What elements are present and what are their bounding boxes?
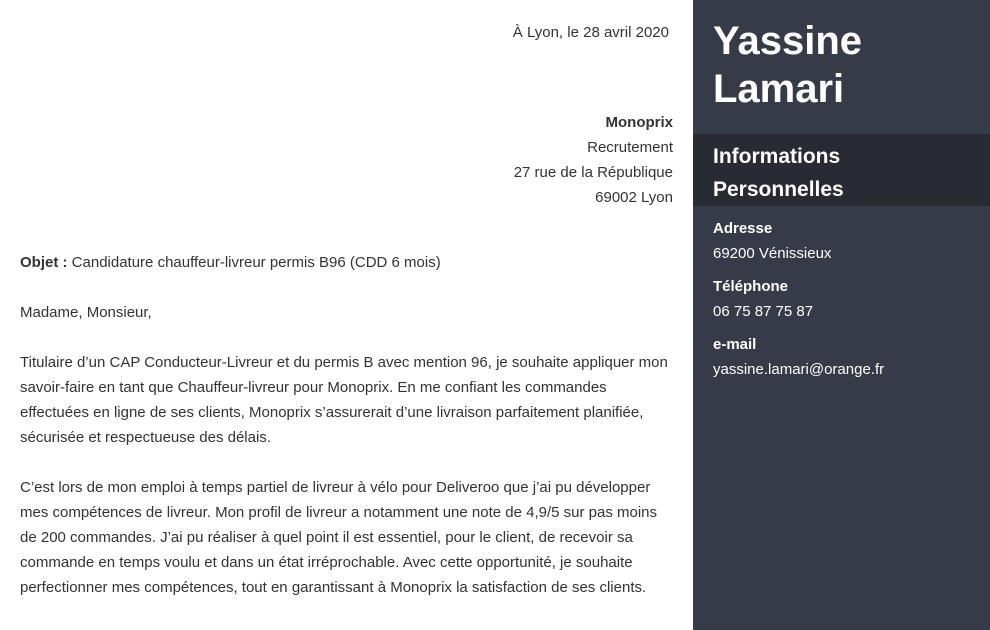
sender-sidebar <box>693 0 990 630</box>
sender-name <box>713 17 862 113</box>
recipient-company: Monoprix <box>605 114 673 131</box>
recipient-street: 27 rue de la République <box>513 164 673 181</box>
letter-date: À Lyon, le 28 avril 2020 <box>512 24 669 41</box>
address-item <box>713 216 884 266</box>
recipient-city: 69002 Lyon <box>595 189 673 206</box>
phone-value: 06 75 87 75 87 <box>713 303 814 320</box>
email-item <box>713 332 884 382</box>
subject-label: Objet : <box>20 254 68 271</box>
sender-last-name: Lamari <box>713 67 845 111</box>
phone-label: Téléphone <box>713 278 789 295</box>
personal-info-list <box>713 216 884 390</box>
address-value: 69200 Vénissieux <box>713 245 832 262</box>
email-value: yassine.lamari@orange.fr <box>713 361 885 378</box>
personal-info-heading-line1: Informations <box>713 145 841 168</box>
subject-text: Candidature chauffeur-livreur permis B96 (CDD 6 mois) <box>71 254 441 271</box>
letter-paragraph-2: C’est lors de mon emploi à temps partiel de livreur à vélo pour Deliveroo que j’ai pu développer mes compétences de livreur. Mon profil de livreur a notamment une note de 4,9/5 sur pas moins de 200 commandes. J’ai pu réaliser à quel point il est essentiel, pour le client, de recevoir sa commande en temps voulu et dans un état irréprochable. Avec cette opportunité, je souhaite perfectionner mes compétences, tout en garantissant à Monoprix la satisfaction de ses clients. <box>20 479 657 596</box>
letter-subject <box>20 250 441 275</box>
letter-greeting: Madame, Monsieur, <box>20 304 152 321</box>
email-label: e-mail <box>713 336 757 353</box>
personal-info-heading-line2: Personnelles <box>713 178 844 201</box>
recipient-block <box>514 110 673 210</box>
personal-info-heading <box>693 134 990 206</box>
recipient-department: Recrutement <box>587 139 673 156</box>
phone-item <box>713 274 884 324</box>
letter-paragraph-1: Titulaire d’un CAP Conducteur-Livreur et du permis B avec mention 96, je souhaite appliquer mon savoir-faire en tant que Chauffeur-livreur pour Monoprix. En me confiant les commandes effectuées en ligne de ses clients, Monoprix s’assurerait d’une livraison parfaitement planifiée, sécurisée et respectueuse des délais. <box>20 354 668 446</box>
address-label: Adresse <box>713 220 773 237</box>
sender-first-name: Yassine <box>713 19 863 63</box>
